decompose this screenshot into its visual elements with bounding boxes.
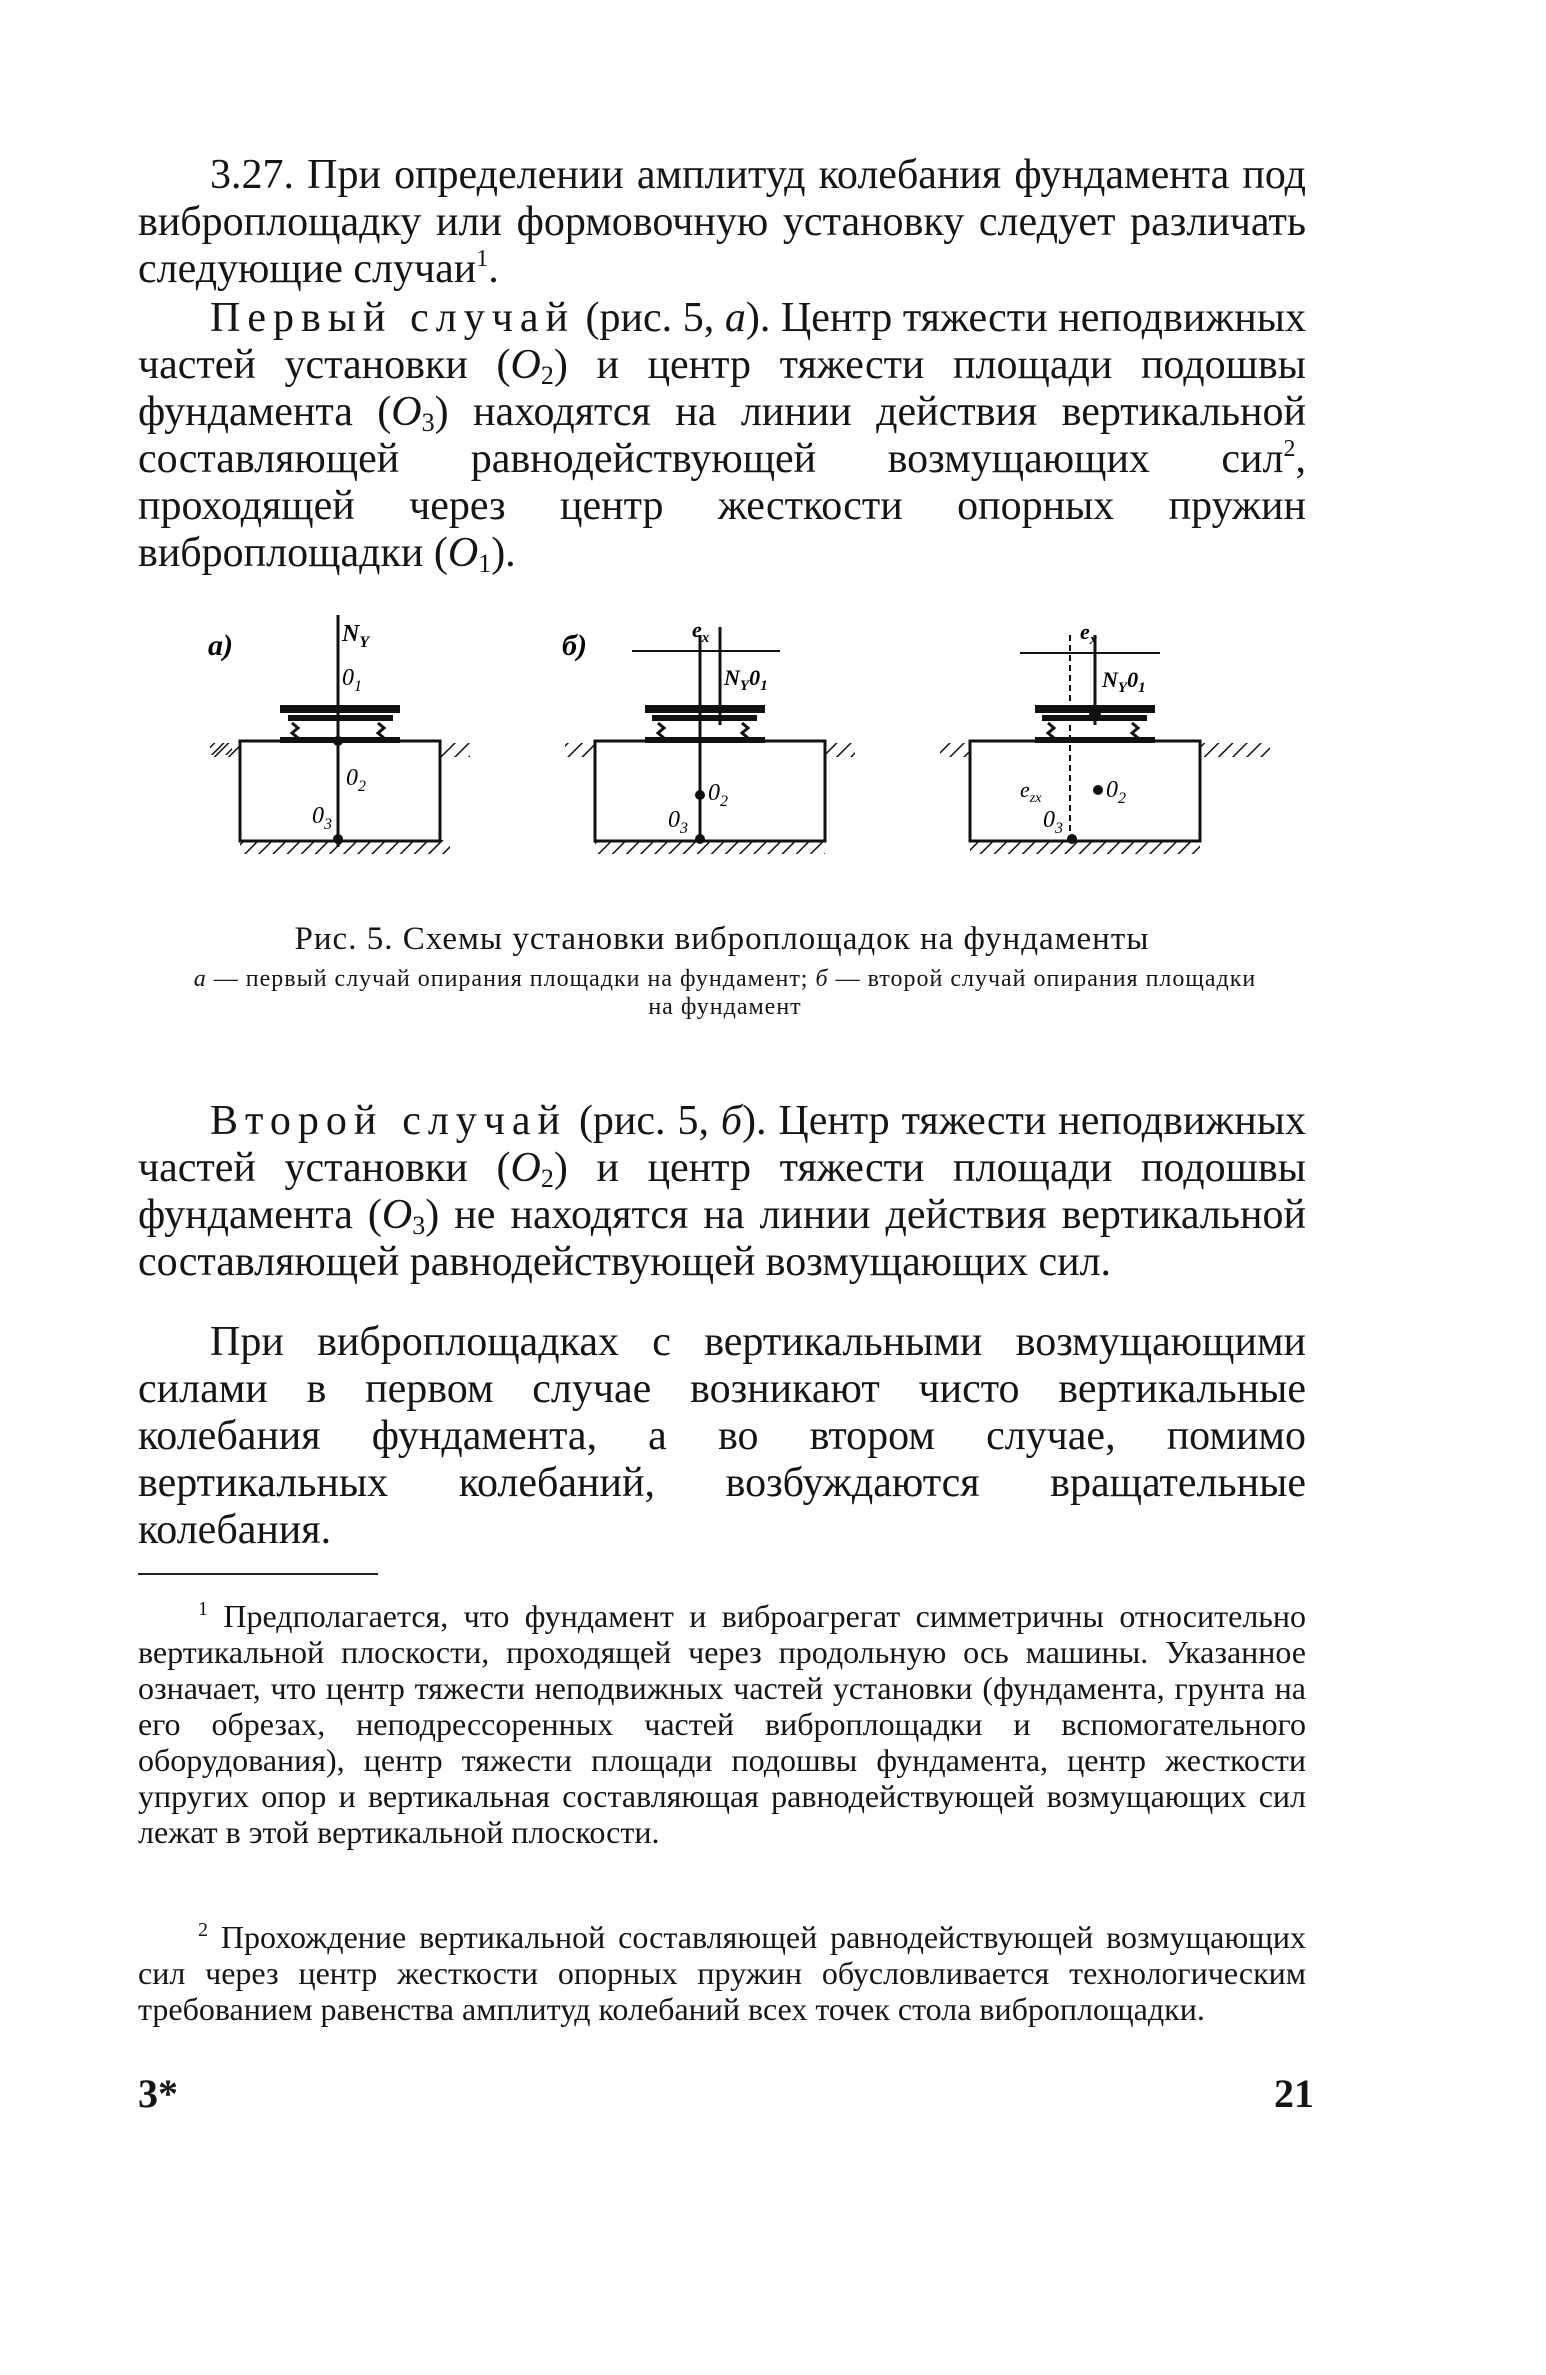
springs-c (1048, 723, 1138, 738)
point-o3-b (695, 834, 705, 844)
figure-caption-title: Рис. 5. Схемы установки виброплощадок на фундаменты (294, 921, 1150, 957)
footnote-ref-2: 2 (1283, 436, 1296, 462)
platform-top-b (645, 705, 765, 713)
label-o3-c: $0_3$ (1043, 807, 1063, 837)
figure-caption-legend: а — первый случай опирания площадки на фундамент; б — второй случай опирания площадки на фундамент (193, 966, 1257, 1020)
label-o2-c: $0_2$ (1106, 777, 1126, 807)
footnote-ref-1: 1 (476, 246, 489, 272)
platform-plate-b (652, 715, 757, 721)
label-o2-b: $0_2$ (708, 780, 728, 810)
footnote-1: $^1$ Предполагается, что фундамент и виброагрегат симметричны относительно вертикальной плоскости, проходящей через продольную ось машины. Указанное означает, что центр тяжести неподвижных частей установки (фундамента, грунта на его обрезах, неподрессоренных частей виброплощадки и вспомогательного оборудования), центр тяжести площади подошвы фундамента, центр жесткости упругих опор и вертикальная составляющая равнодействующей возмущающих сил лежат в этой вертикальной плоскости. (138, 1598, 1306, 1850)
soil-hatch-left-a (210, 743, 240, 757)
panel-a-letter: а) (208, 629, 233, 662)
paragraph-first-case: Первый случай (рис. 5, а). Центр тяжести неподвижных частей установки $(O_2)$ и центр тяжести площади подошвы фундамента $(O_3)$ находятся на линии действия вертикальной составляющей равнодействующей возмущающих сил$^2$, проходящей через центр жесткости опорных пружин виброплощадки $(O_1)$. (138, 295, 1307, 578)
ex-label-b: $e_x$ (692, 617, 710, 646)
ex-label-c: $e_x$ (1080, 619, 1098, 648)
panel-b-letter: б) (562, 629, 587, 662)
panel-c (940, 619, 1270, 854)
paragraph-3-27: 3.27. При определении амплитуд колебания фундамента под виброплощадку или формовочную установку следует различать следующие случаи$^1$. (138, 152, 1306, 292)
force-label-b: $N_Y0_1$ (724, 665, 768, 694)
platform-plate-a (288, 715, 393, 721)
second-case-heading: Второй случай (210, 1098, 568, 1144)
footnote-2: $^2$ Прохождение вертикальной составляющей равнодействующей возмущающих сил через центр жесткости опорных пружин обусловливается технологическим требованием равенства амплитуд колебаний всех точек стола виброплощадки. (138, 1919, 1306, 2027)
soil-hatch-right-c (1200, 743, 1270, 757)
label-o1-a: $0_1$ (342, 665, 362, 695)
label-o2-a: $0_2$ (346, 765, 366, 795)
panel-a (208, 615, 470, 854)
panel-b (562, 617, 855, 854)
label-o3-b: $0_3$ (668, 807, 688, 837)
springs-b (658, 723, 748, 738)
point-o3-c (1067, 834, 1077, 844)
figure-5-diagrams (200, 615, 1310, 905)
first-case-heading: Первый случай (210, 295, 575, 341)
point-o3-a (333, 834, 343, 844)
foundation-block-a (240, 741, 440, 841)
force-label-a: $N_Y$ (342, 621, 370, 651)
ezx-label-c: $e_{zx}$ (1020, 777, 1042, 806)
signature-mark: 3* (138, 2071, 178, 2116)
soil-hatch-right-b (825, 743, 855, 757)
spring-base-c (1035, 737, 1155, 743)
spring-base-b (645, 737, 765, 743)
foundation-block-c (970, 741, 1200, 841)
paragraph-second-case: Второй случай (рис. 5, б). Центр тяжести неподвижных частей установки $(O_2)$ и центр тяжести площади подошвы фундамента $(O_3)$ не находятся на линии действия вертикальной составляющей равнодействующей возмущающих сил. (138, 1098, 1307, 1285)
footnote-divider (138, 1573, 378, 1575)
soil-hatch-left-c (940, 743, 970, 757)
soil-hatch-left-b (565, 743, 595, 757)
force-label-c: $N_Y0_1$ (1102, 667, 1146, 696)
foundation-schemes-svg (200, 615, 1310, 905)
point-o1-c (1089, 709, 1101, 721)
point-o2-a (333, 736, 343, 746)
page-number: 21 (1274, 2071, 1314, 2116)
point-o2-c (1093, 785, 1103, 795)
label-o3-a: $0_3$ (312, 803, 332, 833)
platform-top-a (280, 705, 400, 713)
soil-hatch-right-a (440, 743, 470, 757)
paragraph-vibration-types: При виброплощадках с вертикальными возмущающими силами в первом случае возникают чисто вертикальные колебания фундамента, а во втором случае, помимо вертикальных колебаний, возбуждаются вращательные колебания. (138, 1319, 1306, 1553)
point-o2-b (695, 790, 705, 800)
